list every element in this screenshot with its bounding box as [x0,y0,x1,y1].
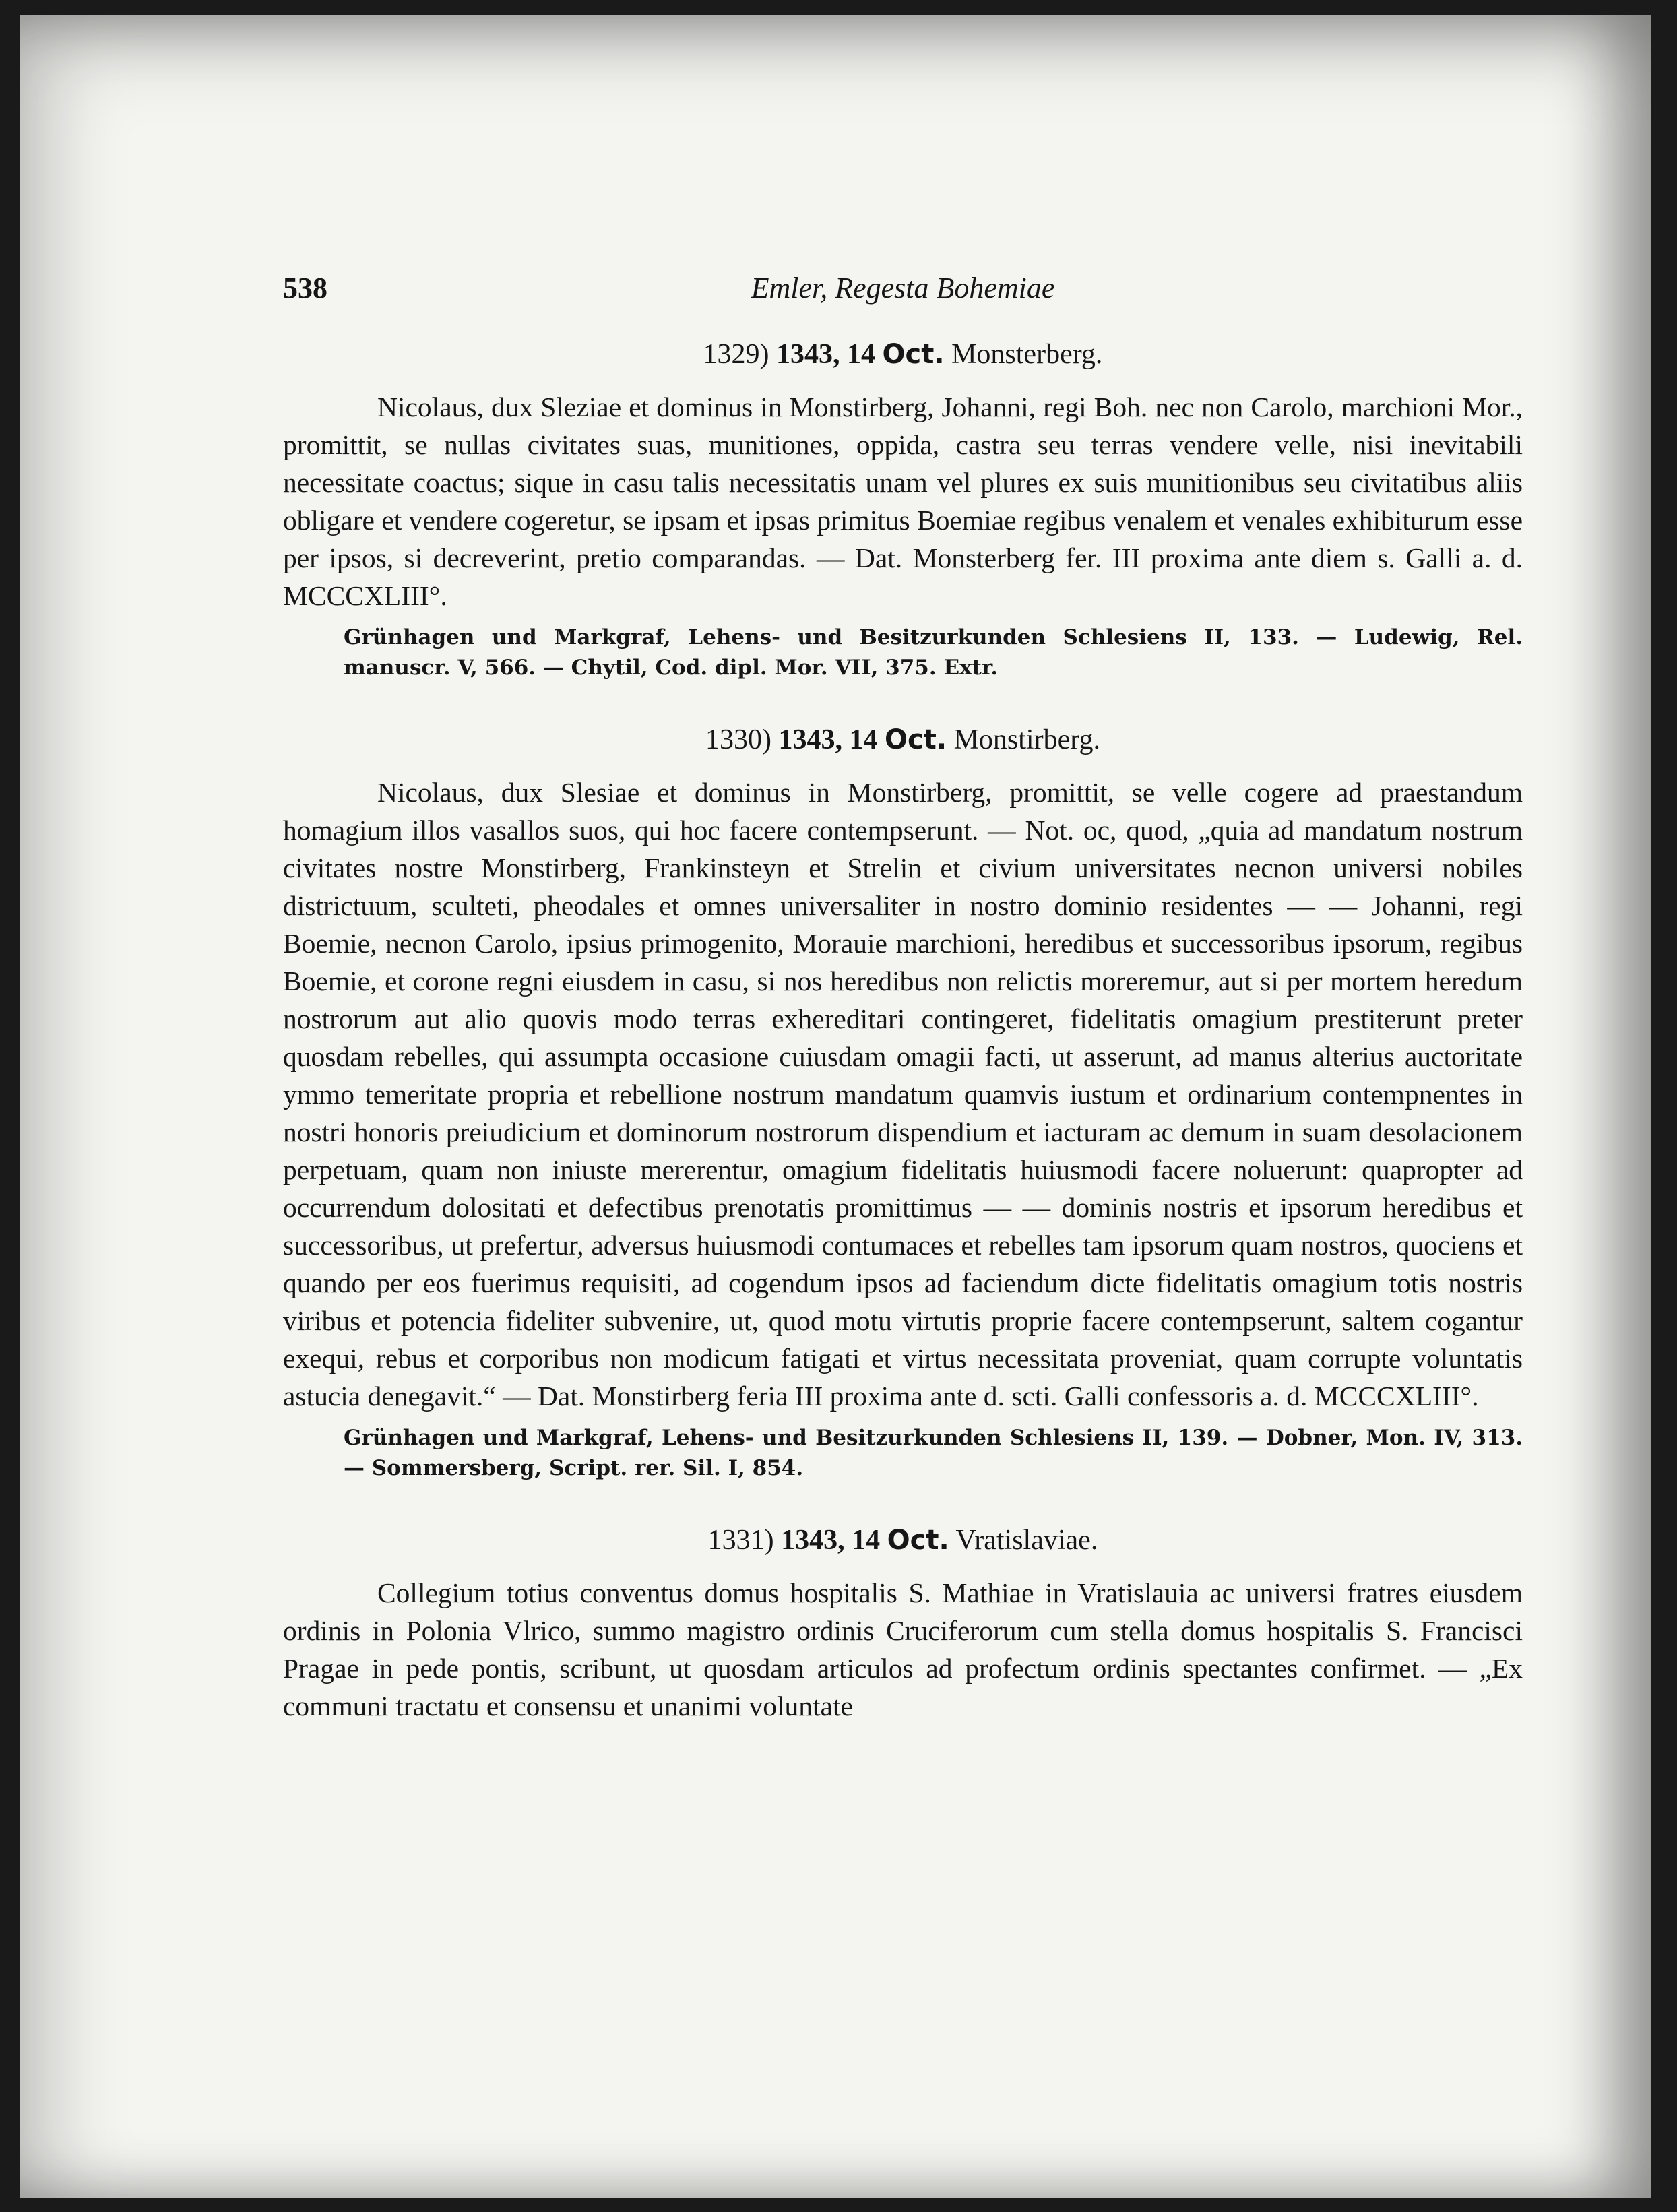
page-content [283,271,1523,1765]
entry-place: Monsterberg. [951,339,1103,370]
entry-sources: Grünhagen und Markgraf, Lehens- und Besitzurkunden Schlesiens II, 139. — Dobner, Mon. IV, 313. — Sommersberg, Script. rer. Sil. I, 854. [344,1426,1523,1480]
entry-number: 1329) [703,339,769,370]
entry-heading [283,724,1523,756]
page-number: 538 [283,272,327,305]
entry-date: 1343, 14 [781,1525,881,1556]
entry-month: Oct. [882,339,945,370]
entry-heading [283,338,1523,371]
entry-heading [283,1524,1523,1556]
page-header [283,271,1523,325]
entry-date: 1343, 14 [776,339,876,370]
entry-month: Oct. [885,724,947,755]
entry-place: Vratislaviae. [955,1525,1098,1556]
entry-place: Monstirberg. [953,724,1100,755]
entry-body: Nicolaus, dux Slesiae et dominus in Monstirberg, promittit, se velle cogere ad praestandum homagium illos vasallos suos, qui hoc facere contempserunt. — Not. oc, quod, „quia ad mandatum nostrum civitates nostre Monstirberg, Frankinsteyn et Strelin et civium universitates necnon universi nobiles districtuum, sculteti, pheodales et omnes universaliter in nostro dominio residentes — — Johanni, regi Boemie, necnon Carolo, ipsius primogenito, Morauie marchioni, heredibus et successoribus ipsorum, regibus Boemie, et corone regni eiusdem in casu, si nos heredibus non relictis moreremur, aut si per mortem heredum nostrorum aut alio quovis modo terras exhereditari contingeret, fidelitatis omagium prestiterunt preter quosdam rebelles, qui assumpta occasione cuiusdam omagii facti, ut asserunt, ad manus alterius auctoritate ymmo temeritate propria et rebellione nostrum mandatum quamvis iustum et ordinarium contempnentes in nostri honoris preiudicium et dominorum nostrorum dispendium et iacturam ac demum in suam desolacionem perpetuam, quam non iniuste mererentur, omagium fidelitatis huiusmodi facere noluerunt: quapropter ad occurrendum dolositati et defectibus prenotatis promittimus — — dominis nostris et ipsorum heredibus et successoribus, ut prefertur, adversus huiusmodi contumaces et rebelles tam ipsorum quam nostros, quociens et quando per eos fuerimus requisiti, ad cogendum ipsos ad faciendum dicte fidelitatis omagium totis nostris viribus et potencia fideliter subvenire, ut, quod motu virtutis proprie facere contempserunt, saltem cogantur exequi, rebus et corporibus non modicum fatigati et virtus necessitata proveniat, quam corrupte voluntatis astucia denegavit.“ — Dat. Monstirberg feria III proxima ante d. scti. Galli confessoris a. d. MCCCXLIII°. [283,777,1523,1412]
regest-entry-1331 [283,1524,1523,1725]
regest-entry-1329 [283,338,1523,683]
entry-month: Oct. [887,1525,949,1556]
entry-date: 1343, 14 [778,724,878,755]
running-title: Emler, Regesta Bohemiae [751,272,1055,305]
entry-body: Nicolaus, dux Sleziae et dominus in Monstirberg, Johanni, regi Boh. nec non Carolo, marchioni Mor., promittit, se nullas civitates suas, munitiones, oppida, castra seu terras vendere velle, nisi inevitabili necessitate coactus; sique in casu talis necessitatis unam vel plures ex suis munitionibus seu civitatibus aliis obligare et vendere cogeretur, se ipsam et ipsas primitus Boemiae regibus venalem et venales exhibiturum esse per ipsos, si decreverint, pretio comparandas. — Dat. Monsterberg fer. III proxima ante diem s. Galli a. d. MCCCXLIII°. [283,391,1523,611]
regest-entry-1330 [283,724,1523,1484]
document-page [20,15,1651,2198]
entry-sources: Grünhagen und Markgraf, Lehens- und Besitzurkunden Schlesiens II, 133. — Ludewig, Rel. manuscr. V, 566. — Chytil, Cod. dipl. Mor. VII, 375. Extr. [344,625,1523,680]
entry-number: 1331) [707,1525,774,1556]
entry-body: Collegium totius conventus domus hospitalis S. Mathiae in Vratislauia ac universi fratres eiusdem ordinis in Polonia Vlrico, summo magistro ordinis Cruciferorum cum stella domus hospitalis S. Francisci Pragae in pede pontis, scribunt, ut quosdam articulos ad profectum ordinis spectantes confirmet. — „Ex communi tractatu et consensu et unanimi voluntate [283,1577,1523,1721]
entry-number: 1330) [705,724,772,755]
